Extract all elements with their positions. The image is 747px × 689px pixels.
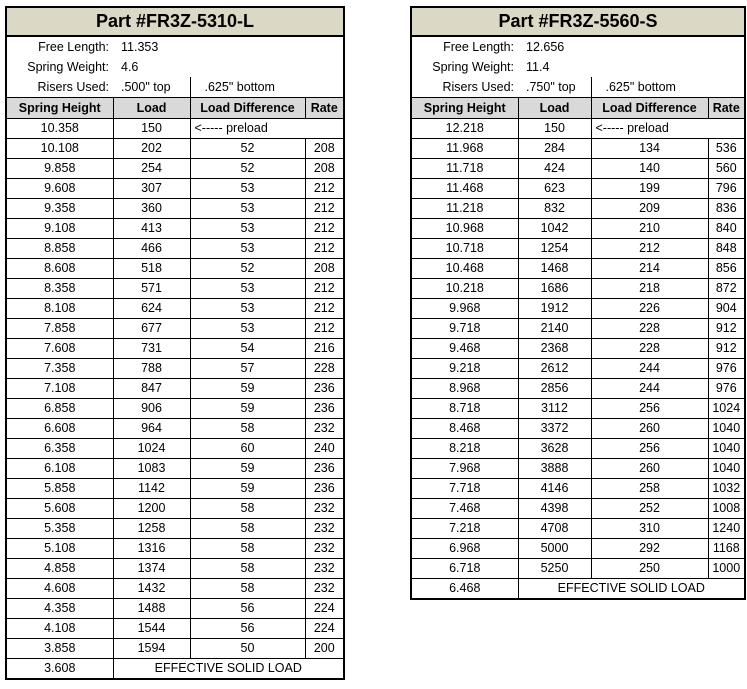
spring-height-cell: 8.468 bbox=[411, 419, 518, 439]
rate-cell: 1000 bbox=[708, 559, 745, 579]
load-cell: 518 bbox=[113, 259, 190, 279]
load-cell: 1544 bbox=[113, 619, 190, 639]
load-cell: 1083 bbox=[113, 459, 190, 479]
spring-height-cell: 9.358 bbox=[6, 199, 113, 219]
table-row bbox=[6, 439, 344, 459]
rate-cell: 976 bbox=[708, 359, 745, 379]
table-row bbox=[6, 359, 344, 379]
load-cell: 4146 bbox=[518, 479, 591, 499]
load-cell: 1468 bbox=[518, 259, 591, 279]
table-row bbox=[6, 339, 344, 359]
rate-cell: 976 bbox=[708, 379, 745, 399]
load-cell: 202 bbox=[113, 139, 190, 159]
load-difference-cell: 53 bbox=[190, 219, 305, 239]
load-cell: 832 bbox=[518, 199, 591, 219]
load-cell: 360 bbox=[113, 199, 190, 219]
load-cell: 150 bbox=[113, 119, 190, 139]
load-cell: 2140 bbox=[518, 319, 591, 339]
rate-cell: 560 bbox=[708, 159, 745, 179]
spring-height-cell: 11.218 bbox=[411, 199, 518, 219]
solid-load-row bbox=[411, 579, 745, 600]
spring-height-cell: 11.968 bbox=[411, 139, 518, 159]
load-cell: 731 bbox=[113, 339, 190, 359]
spring-height-cell: 9.468 bbox=[411, 339, 518, 359]
spring-height-cell: 9.858 bbox=[6, 159, 113, 179]
load-difference-cell: 244 bbox=[591, 359, 708, 379]
load-difference-cell: 59 bbox=[190, 399, 305, 419]
load-cell: 1432 bbox=[113, 579, 190, 599]
rate-cell: 1040 bbox=[708, 439, 745, 459]
load-difference-cell: 58 bbox=[190, 539, 305, 559]
spring-height-cell: 3.608 bbox=[6, 659, 113, 680]
load-difference-cell: 228 bbox=[591, 319, 708, 339]
rate-cell: 212 bbox=[305, 279, 344, 299]
risers-label: Risers Used: bbox=[6, 77, 113, 98]
risers-bottom: .625" bottom bbox=[190, 77, 344, 98]
table-row bbox=[6, 139, 344, 159]
load-cell: 1594 bbox=[113, 639, 190, 659]
load-difference-cell: 56 bbox=[190, 619, 305, 639]
rate-cell: 856 bbox=[708, 259, 745, 279]
load-cell: 1142 bbox=[113, 479, 190, 499]
table-row bbox=[6, 559, 344, 579]
table-row bbox=[6, 379, 344, 399]
spring-height-cell: 5.608 bbox=[6, 499, 113, 519]
load-cell: 906 bbox=[113, 399, 190, 419]
free-length-value: 11.353 bbox=[113, 36, 344, 57]
spring-height-cell: 7.858 bbox=[6, 319, 113, 339]
table-row bbox=[411, 499, 745, 519]
spring-height-cell: 6.358 bbox=[6, 439, 113, 459]
rate-cell: 840 bbox=[708, 219, 745, 239]
table-row bbox=[411, 379, 745, 399]
load-difference-cell: 59 bbox=[190, 379, 305, 399]
spring-height-cell: 10.358 bbox=[6, 119, 113, 139]
table-title: Part #FR3Z-5560-S bbox=[411, 7, 745, 36]
rate-cell: 224 bbox=[305, 619, 344, 639]
column-header: Load Difference bbox=[190, 98, 305, 119]
load-cell: 571 bbox=[113, 279, 190, 299]
table-row bbox=[6, 539, 344, 559]
column-header: Spring Height bbox=[6, 98, 113, 119]
spring-height-cell: 8.358 bbox=[6, 279, 113, 299]
table-row bbox=[6, 479, 344, 499]
header-row bbox=[6, 98, 344, 119]
spring-height-cell: 8.718 bbox=[411, 399, 518, 419]
spring-height-cell: 11.718 bbox=[411, 159, 518, 179]
spring-height-cell: 6.858 bbox=[6, 399, 113, 419]
table-row bbox=[6, 399, 344, 419]
load-cell: 788 bbox=[113, 359, 190, 379]
load-difference-cell: 58 bbox=[190, 499, 305, 519]
load-cell: 3888 bbox=[518, 459, 591, 479]
spring-height-cell: 10.718 bbox=[411, 239, 518, 259]
rate-cell: 212 bbox=[305, 299, 344, 319]
spring-height-cell: 12.218 bbox=[411, 119, 518, 139]
load-cell: 677 bbox=[113, 319, 190, 339]
table-row bbox=[411, 459, 745, 479]
load-difference-cell: 212 bbox=[591, 239, 708, 259]
spring-height-cell: 7.968 bbox=[411, 459, 518, 479]
table-title-row bbox=[6, 7, 344, 36]
load-cell: 254 bbox=[113, 159, 190, 179]
table-row bbox=[6, 219, 344, 239]
table-row bbox=[411, 159, 745, 179]
rate-cell: 1040 bbox=[708, 459, 745, 479]
load-cell: 4708 bbox=[518, 519, 591, 539]
spring-table-fr3z-5560-s bbox=[410, 6, 746, 600]
rate-cell: 1040 bbox=[708, 419, 745, 439]
load-difference-cell: 60 bbox=[190, 439, 305, 459]
risers-top: .750" top bbox=[518, 77, 591, 98]
load-difference-cell: 53 bbox=[190, 239, 305, 259]
column-header: Load bbox=[518, 98, 591, 119]
rate-cell: 216 bbox=[305, 339, 344, 359]
spring-height-cell: 8.858 bbox=[6, 239, 113, 259]
rate-cell: 796 bbox=[708, 179, 745, 199]
load-cell: 1912 bbox=[518, 299, 591, 319]
spring-height-cell: 9.218 bbox=[411, 359, 518, 379]
load-cell: 1258 bbox=[113, 519, 190, 539]
free-length-label: Free Length: bbox=[411, 36, 518, 57]
risers-label: Risers Used: bbox=[411, 77, 518, 98]
load-difference-cell: 53 bbox=[190, 319, 305, 339]
preload-row bbox=[411, 119, 745, 139]
preload-note: <----- preload bbox=[190, 119, 344, 139]
load-difference-cell: 58 bbox=[190, 419, 305, 439]
table-row bbox=[411, 179, 745, 199]
load-difference-cell: 214 bbox=[591, 259, 708, 279]
table-row bbox=[6, 499, 344, 519]
spring-height-cell: 3.858 bbox=[6, 639, 113, 659]
load-difference-cell: 258 bbox=[591, 479, 708, 499]
load-cell: 1042 bbox=[518, 219, 591, 239]
load-cell: 847 bbox=[113, 379, 190, 399]
rate-cell: 1168 bbox=[708, 539, 745, 559]
load-difference-cell: 218 bbox=[591, 279, 708, 299]
rate-cell: 232 bbox=[305, 579, 344, 599]
rate-cell: 232 bbox=[305, 419, 344, 439]
table-row bbox=[6, 459, 344, 479]
table-row bbox=[6, 319, 344, 339]
load-difference-cell: 52 bbox=[190, 159, 305, 179]
spring-height-cell: 7.108 bbox=[6, 379, 113, 399]
load-difference-cell: 59 bbox=[190, 459, 305, 479]
rate-cell: 212 bbox=[305, 219, 344, 239]
risers-row bbox=[6, 77, 344, 98]
free-length-label: Free Length: bbox=[6, 36, 113, 57]
table-row bbox=[6, 279, 344, 299]
table-row bbox=[411, 279, 745, 299]
spring-height-cell: 5.358 bbox=[6, 519, 113, 539]
table-row bbox=[6, 199, 344, 219]
load-cell: 1488 bbox=[113, 599, 190, 619]
rate-cell: 236 bbox=[305, 399, 344, 419]
spring-height-cell: 8.218 bbox=[411, 439, 518, 459]
load-cell: 624 bbox=[113, 299, 190, 319]
table-row bbox=[411, 519, 745, 539]
load-cell: 1200 bbox=[113, 499, 190, 519]
risers-top: .500" top bbox=[113, 77, 190, 98]
header-row bbox=[411, 98, 745, 119]
rate-cell: 536 bbox=[708, 139, 745, 159]
preload-row bbox=[6, 119, 344, 139]
spring-height-cell: 9.968 bbox=[411, 299, 518, 319]
risers-row bbox=[411, 77, 745, 98]
table-row bbox=[6, 419, 344, 439]
table-row bbox=[411, 419, 745, 439]
preload-note: <----- preload bbox=[591, 119, 745, 139]
rate-cell: 236 bbox=[305, 459, 344, 479]
spring-height-cell: 6.718 bbox=[411, 559, 518, 579]
rate-cell: 848 bbox=[708, 239, 745, 259]
table-row bbox=[6, 179, 344, 199]
rate-cell: 224 bbox=[305, 599, 344, 619]
spring-height-cell: 8.968 bbox=[411, 379, 518, 399]
rate-cell: 904 bbox=[708, 299, 745, 319]
spring-height-cell: 6.968 bbox=[411, 539, 518, 559]
column-header: Rate bbox=[305, 98, 344, 119]
load-cell: 284 bbox=[518, 139, 591, 159]
load-difference-cell: 54 bbox=[190, 339, 305, 359]
load-cell: 2368 bbox=[518, 339, 591, 359]
spring-height-cell: 11.468 bbox=[411, 179, 518, 199]
load-cell: 2612 bbox=[518, 359, 591, 379]
column-header: Rate bbox=[708, 98, 745, 119]
load-difference-cell: 252 bbox=[591, 499, 708, 519]
spring-height-cell: 6.108 bbox=[6, 459, 113, 479]
spring-weight-row bbox=[411, 57, 745, 77]
rate-cell: 1240 bbox=[708, 519, 745, 539]
table-row bbox=[411, 259, 745, 279]
free-length-row bbox=[411, 36, 745, 57]
rate-cell: 228 bbox=[305, 359, 344, 379]
rate-cell: 836 bbox=[708, 199, 745, 219]
table-row bbox=[6, 619, 344, 639]
load-difference-cell: 50 bbox=[190, 639, 305, 659]
load-cell: 150 bbox=[518, 119, 591, 139]
load-difference-cell: 58 bbox=[190, 519, 305, 539]
spring-height-cell: 7.358 bbox=[6, 359, 113, 379]
rate-cell: 240 bbox=[305, 439, 344, 459]
rate-cell: 912 bbox=[708, 339, 745, 359]
rate-cell: 232 bbox=[305, 559, 344, 579]
rate-cell: 212 bbox=[305, 239, 344, 259]
rate-cell: 912 bbox=[708, 319, 745, 339]
spring-height-cell: 8.108 bbox=[6, 299, 113, 319]
spring-height-cell: 4.358 bbox=[6, 599, 113, 619]
table-row bbox=[6, 599, 344, 619]
rate-cell: 1024 bbox=[708, 399, 745, 419]
rate-cell: 208 bbox=[305, 259, 344, 279]
load-cell: 1254 bbox=[518, 239, 591, 259]
solid-load-row bbox=[6, 659, 344, 680]
spring-height-cell: 5.108 bbox=[6, 539, 113, 559]
table-row bbox=[6, 159, 344, 179]
load-cell: 1024 bbox=[113, 439, 190, 459]
load-difference-cell: 210 bbox=[591, 219, 708, 239]
load-cell: 4398 bbox=[518, 499, 591, 519]
spring-weight-row bbox=[6, 57, 344, 77]
spring-height-cell: 9.718 bbox=[411, 319, 518, 339]
table-row bbox=[411, 359, 745, 379]
load-cell: 5000 bbox=[518, 539, 591, 559]
load-difference-cell: 134 bbox=[591, 139, 708, 159]
spring-height-cell: 8.608 bbox=[6, 259, 113, 279]
table-row bbox=[411, 339, 745, 359]
spring-height-cell: 7.218 bbox=[411, 519, 518, 539]
rate-cell: 208 bbox=[305, 139, 344, 159]
load-cell: 964 bbox=[113, 419, 190, 439]
spring-height-cell: 10.218 bbox=[411, 279, 518, 299]
table-row bbox=[411, 139, 745, 159]
table-row bbox=[411, 539, 745, 559]
table-row bbox=[411, 479, 745, 499]
load-cell: 3628 bbox=[518, 439, 591, 459]
rate-cell: 872 bbox=[708, 279, 745, 299]
load-cell: 623 bbox=[518, 179, 591, 199]
spring-table-fr3z-5310-l bbox=[5, 6, 345, 680]
risers-bottom: .625" bottom bbox=[591, 77, 745, 98]
spring-height-cell: 7.718 bbox=[411, 479, 518, 499]
rate-cell: 232 bbox=[305, 499, 344, 519]
load-cell: 424 bbox=[518, 159, 591, 179]
rate-cell: 236 bbox=[305, 379, 344, 399]
load-difference-cell: 58 bbox=[190, 579, 305, 599]
spring-height-cell: 6.468 bbox=[411, 579, 518, 600]
load-difference-cell: 260 bbox=[591, 459, 708, 479]
table-row bbox=[411, 399, 745, 419]
rate-cell: 200 bbox=[305, 639, 344, 659]
load-difference-cell: 53 bbox=[190, 179, 305, 199]
load-difference-cell: 226 bbox=[591, 299, 708, 319]
rate-cell: 212 bbox=[305, 199, 344, 219]
rate-cell: 236 bbox=[305, 479, 344, 499]
table-row bbox=[6, 579, 344, 599]
load-difference-cell: 52 bbox=[190, 259, 305, 279]
spring-height-cell: 10.108 bbox=[6, 139, 113, 159]
spring-height-cell: 5.858 bbox=[6, 479, 113, 499]
load-difference-cell: 209 bbox=[591, 199, 708, 219]
column-header: Spring Height bbox=[411, 98, 518, 119]
load-cell: 1374 bbox=[113, 559, 190, 579]
spring-weight-value: 11.4 bbox=[518, 57, 745, 77]
load-difference-cell: 244 bbox=[591, 379, 708, 399]
load-difference-cell: 140 bbox=[591, 159, 708, 179]
spring-height-cell: 7.608 bbox=[6, 339, 113, 359]
spring-height-cell: 6.608 bbox=[6, 419, 113, 439]
column-header: Load Difference bbox=[591, 98, 708, 119]
load-difference-cell: 53 bbox=[190, 199, 305, 219]
free-length-row bbox=[6, 36, 344, 57]
spring-height-cell: 7.468 bbox=[411, 499, 518, 519]
spring-height-cell: 10.968 bbox=[411, 219, 518, 239]
load-cell: 413 bbox=[113, 219, 190, 239]
spring-height-cell: 9.608 bbox=[6, 179, 113, 199]
table-row bbox=[6, 519, 344, 539]
table-row bbox=[6, 299, 344, 319]
column-header: Load bbox=[113, 98, 190, 119]
load-difference-cell: 59 bbox=[190, 479, 305, 499]
spring-height-cell: 4.108 bbox=[6, 619, 113, 639]
load-cell: 5250 bbox=[518, 559, 591, 579]
rate-cell: 232 bbox=[305, 539, 344, 559]
spring-weight-label: Spring Weight: bbox=[411, 57, 518, 77]
load-cell: 1316 bbox=[113, 539, 190, 559]
table-row bbox=[411, 239, 745, 259]
table-row bbox=[411, 299, 745, 319]
table-row bbox=[6, 239, 344, 259]
load-difference-cell: 57 bbox=[190, 359, 305, 379]
load-cell: 307 bbox=[113, 179, 190, 199]
table-title-row bbox=[411, 7, 745, 36]
load-cell: 2856 bbox=[518, 379, 591, 399]
load-difference-cell: 53 bbox=[190, 279, 305, 299]
spring-weight-label: Spring Weight: bbox=[6, 57, 113, 77]
solid-load-note: EFFECTIVE SOLID LOAD bbox=[113, 659, 344, 680]
rate-cell: 208 bbox=[305, 159, 344, 179]
load-difference-cell: 250 bbox=[591, 559, 708, 579]
load-difference-cell: 52 bbox=[190, 139, 305, 159]
load-cell: 1686 bbox=[518, 279, 591, 299]
rate-cell: 1008 bbox=[708, 499, 745, 519]
spring-weight-value: 4.6 bbox=[113, 57, 344, 77]
load-difference-cell: 256 bbox=[591, 399, 708, 419]
rate-cell: 232 bbox=[305, 519, 344, 539]
load-difference-cell: 56 bbox=[190, 599, 305, 619]
table-row bbox=[6, 259, 344, 279]
solid-load-note: EFFECTIVE SOLID LOAD bbox=[518, 579, 745, 600]
load-difference-cell: 256 bbox=[591, 439, 708, 459]
table-row bbox=[411, 199, 745, 219]
spring-height-cell: 9.108 bbox=[6, 219, 113, 239]
rate-cell: 212 bbox=[305, 319, 344, 339]
spring-height-cell: 10.468 bbox=[411, 259, 518, 279]
load-difference-cell: 58 bbox=[190, 559, 305, 579]
load-difference-cell: 228 bbox=[591, 339, 708, 359]
load-difference-cell: 292 bbox=[591, 539, 708, 559]
load-cell: 3372 bbox=[518, 419, 591, 439]
table-row bbox=[6, 639, 344, 659]
load-difference-cell: 310 bbox=[591, 519, 708, 539]
free-length-value: 12.656 bbox=[518, 36, 745, 57]
load-cell: 3112 bbox=[518, 399, 591, 419]
rate-cell: 1032 bbox=[708, 479, 745, 499]
load-difference-cell: 53 bbox=[190, 299, 305, 319]
load-difference-cell: 199 bbox=[591, 179, 708, 199]
load-difference-cell: 260 bbox=[591, 419, 708, 439]
spring-height-cell: 4.608 bbox=[6, 579, 113, 599]
table-row bbox=[411, 219, 745, 239]
table-row bbox=[411, 559, 745, 579]
spring-height-cell: 4.858 bbox=[6, 559, 113, 579]
table-row bbox=[411, 439, 745, 459]
table-row bbox=[411, 319, 745, 339]
load-cell: 466 bbox=[113, 239, 190, 259]
rate-cell: 212 bbox=[305, 179, 344, 199]
table-title: Part #FR3Z-5310-L bbox=[6, 7, 344, 36]
